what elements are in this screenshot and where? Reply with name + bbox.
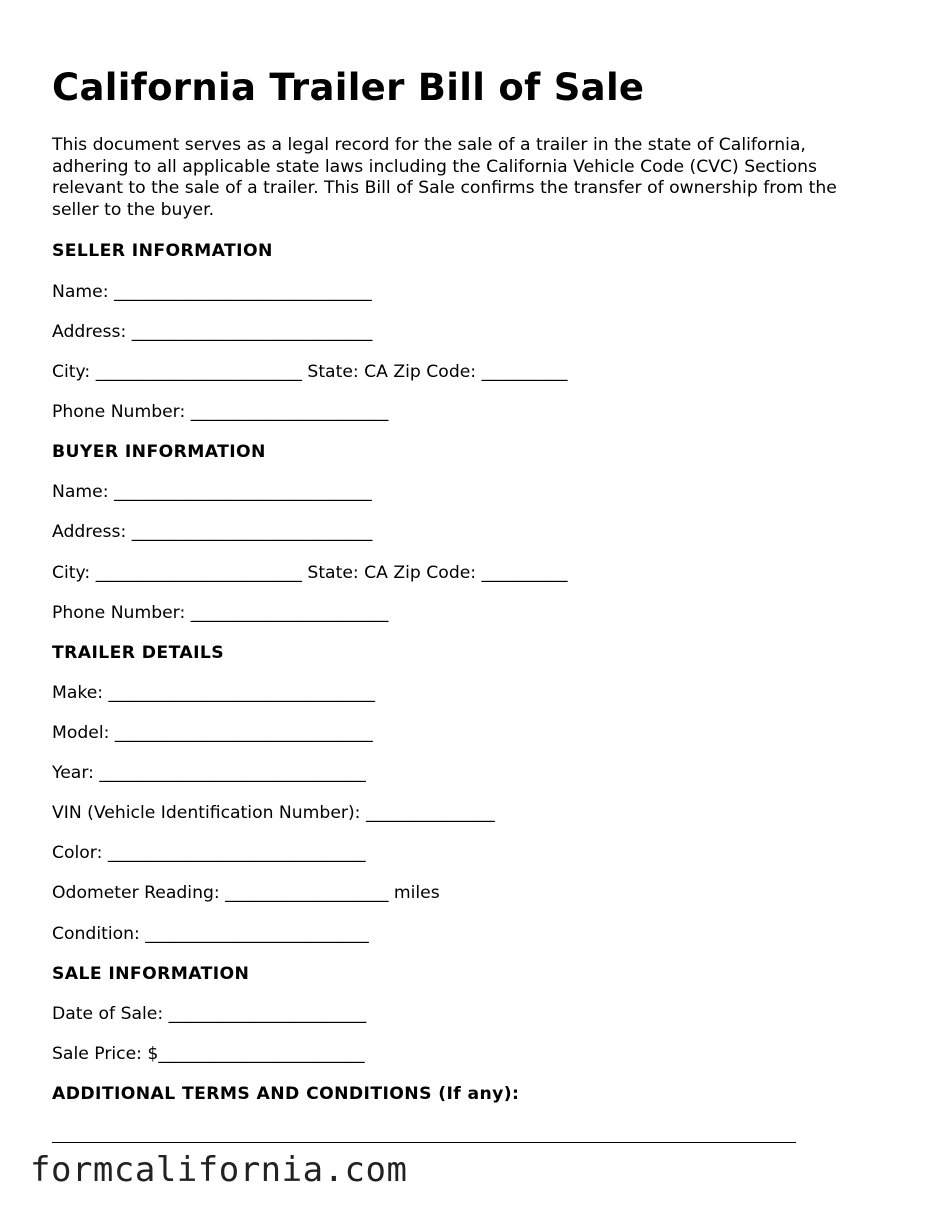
trailer-section-heading: TRAILER DETAILS	[52, 643, 224, 663]
terms-section-heading: ADDITIONAL TERMS AND CONDITIONS (If any):	[52, 1084, 520, 1104]
seller-phone-field[interactable]: Phone Number: _______________________	[52, 402, 389, 422]
buyer-address-field[interactable]: Address: ____________________________	[52, 522, 373, 542]
sale-date-field[interactable]: Date of Sale: _______________________	[52, 1004, 367, 1024]
trailer-condition-field[interactable]: Condition: __________________________	[52, 924, 369, 944]
seller-city-state-zip-field[interactable]: City: ________________________ State: CA Zip Code: __________	[52, 362, 568, 382]
buyer-phone-field[interactable]: Phone Number: _______________________	[52, 603, 389, 623]
terms-input-line[interactable]	[52, 1120, 796, 1143]
buyer-city-state-zip-field[interactable]: City: ________________________ State: CA Zip Code: __________	[52, 563, 568, 583]
sale-section-heading: SALE INFORMATION	[52, 964, 250, 984]
trailer-year-field[interactable]: Year: _______________________________	[52, 763, 366, 783]
trailer-color-field[interactable]: Color: ______________________________	[52, 843, 366, 863]
trailer-odometer-field[interactable]: Odometer Reading: ___________________ miles	[52, 883, 440, 903]
page-title: California Trailer Bill of Sale	[52, 66, 645, 109]
buyer-section-heading: BUYER INFORMATION	[52, 442, 266, 462]
watermark-logo: formcalifornia.com	[30, 1150, 408, 1190]
buyer-name-field[interactable]: Name: ______________________________	[52, 482, 372, 502]
seller-section-heading: SELLER INFORMATION	[52, 241, 273, 261]
trailer-make-field[interactable]: Make: _______________________________	[52, 683, 375, 703]
sale-price-field[interactable]: Sale Price: $________________________	[52, 1044, 365, 1064]
trailer-model-field[interactable]: Model: ______________________________	[52, 723, 373, 743]
intro-paragraph: This document serves as a legal record for the sale of a trailer in the state of California, adhering to all applicable state laws including the California Vehicle Code (CVC) Sections relevant to the sale of a trailer. This Bill of Sale confirms the transfer of ownership from the seller to the buyer.	[52, 135, 837, 220]
trailer-vin-field[interactable]: VIN (Vehicle Identification Number): _______________	[52, 803, 495, 823]
seller-address-field[interactable]: Address: ____________________________	[52, 322, 373, 342]
seller-name-field[interactable]: Name: ______________________________	[52, 282, 372, 302]
